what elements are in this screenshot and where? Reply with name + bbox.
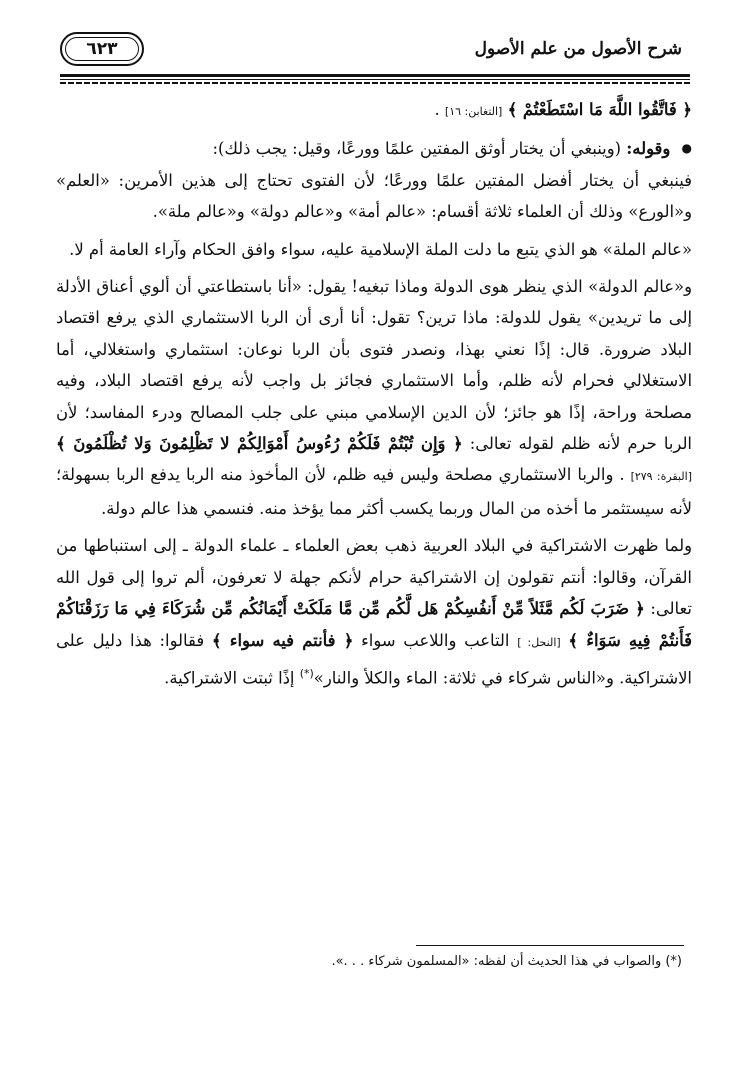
page-number: ٦٢٣ [60,32,144,66]
quran-verse-short: ﴿ فأنتم فيه سواء ﴾ [211,630,354,650]
quote-lead: وقوله: [626,139,671,159]
quote-text: (وينبغي أن يختار أوثق المفتين علمًا وورعًا، وقيل: يجب ذلك): [212,139,622,159]
paragraph-2: «عالم الملة» هو الذي يتبع ما دلت الملة الإسلامية عليه، سواء وافق الحكام وآراء العامة أم لا. [69,239,692,259]
paragraph-4 [56,530,692,694]
verse-line-end: . [434,100,440,119]
quran-verse: ﴿ فَاتَّقُوا اللَّهَ مَا اسْتَطَعْتُمْ ﴾ [507,100,692,119]
header-rule-thick [60,74,690,77]
footnote-marker: (*) [299,666,314,680]
paragraph-3-end: . والربا الاستثماري مصلحة وليس فيه ظلم، لأن المأخوذ منه الربا يدفع الربا بسهولة؛ لأنه سيستثمر ما أخذه من المال وربما يكسب أكثر مما يؤخذ منه. فنسمي هذا عالم دولة. [56,465,692,518]
verse-reference: [النحل: ] [517,635,561,649]
running-title: شرح الأصول من علم الأصول [474,39,682,59]
verse-line [56,94,692,127]
quran-verse: ﴿ ضَرَبَ لَكُم مَّثَلاً مِّنْ أَنفُسِكُمْ هَل لَّكُم مِّن مَّا مَلَكَتْ أَيْمَانُكُم مِّن شُرَكَاءَ فِي مَا رَزَقْنَاكُمْ فَأَنتُمْ فِيهِ سَوَاءٌ ﴾ [56,599,692,650]
paragraph-4-end: فقالوا: هذا دليل على الاشتراكية. و«الناس شركاء في ثلاثة: الماء والكلأ والنار» [56,630,692,688]
paragraph-4-tail: إذًا ثبتت الاشتراكية. [164,668,295,688]
main-text [56,94,692,694]
quran-verse: ﴿ وَإِن تُبْتُمْ فَلَكُمْ رُءُوسُ أَمْوَالِكُمْ لا تَظْلِمُونَ وَلا تُظْلَمُونَ ﴾ [56,434,463,454]
paragraph-4-text: ولما ظهرت الاشتراكية في البلاد العربية ذهب بعض العلماء ـ علماء الدولة ـ إلى استنباطها من القرآن، وقالوا: أنتم تقولون إن الاشتراكية حرام لأنكم جهلة لا تعرفون، ألم تروا إلى قول الله تعالى: [56,536,692,619]
footnote: (*) والصواب في هذا الحديث أن لفظه: «المسلمون شركاء . . .». [331,954,682,969]
header-rule-thin [60,79,690,80]
verse-reference: [التغابن: ١٦] [444,105,503,118]
paragraph-3-text: و«عالم الدولة» الذي ينظر هوى الدولة وماذا تبغيه! يقول: «أنا باستطاعتي أن ألوي أعناق الأدلة إلى ما تريدين» يقول للدولة: ماذا ترين؟ تقول: أنا أرى أن الربا الاستثماري الذي يرفع اقتصاد البلاد ضرورة. قال: إذًا نعني بهذا، ونصدر فتوى بأن الربا نوعان: استثماري واستغلالي، أما الاستغلالي فحرام لأنه ظلم، وأما الاستثماري فجائز بل واجب لأنه يرفع اقتصاد البلاد، وفيه مصلحة وراحة، إذًا هو جائز؛ لأن الدين الإسلامي مبني على جلب المصالح ودرء المفاسد؛ لأن الربا حرم لأنه ظلم لقوله تعالى: [56,277,692,454]
paragraph-3 [56,271,692,524]
header-rule-dashed [60,82,690,84]
paragraph-4-mid: التاعب واللاعب سواء [361,630,510,650]
page-header [60,28,690,70]
footnote-rule [416,945,684,946]
paragraph-1: فينبغي أن يختار أفضل المفتين علمًا وورعًا؛ لأن الفتوى تحتاج إلى هذين الأمرين: «العلم» و«الورع» وذلك أن العلماء ثلاثة أقسام: «عالم أمة» و«عالم دولة» و«عالم ملة». [56,170,692,222]
verse-reference: [البقرة: ٢٧٩] [630,470,692,484]
quote-line [56,133,692,164]
